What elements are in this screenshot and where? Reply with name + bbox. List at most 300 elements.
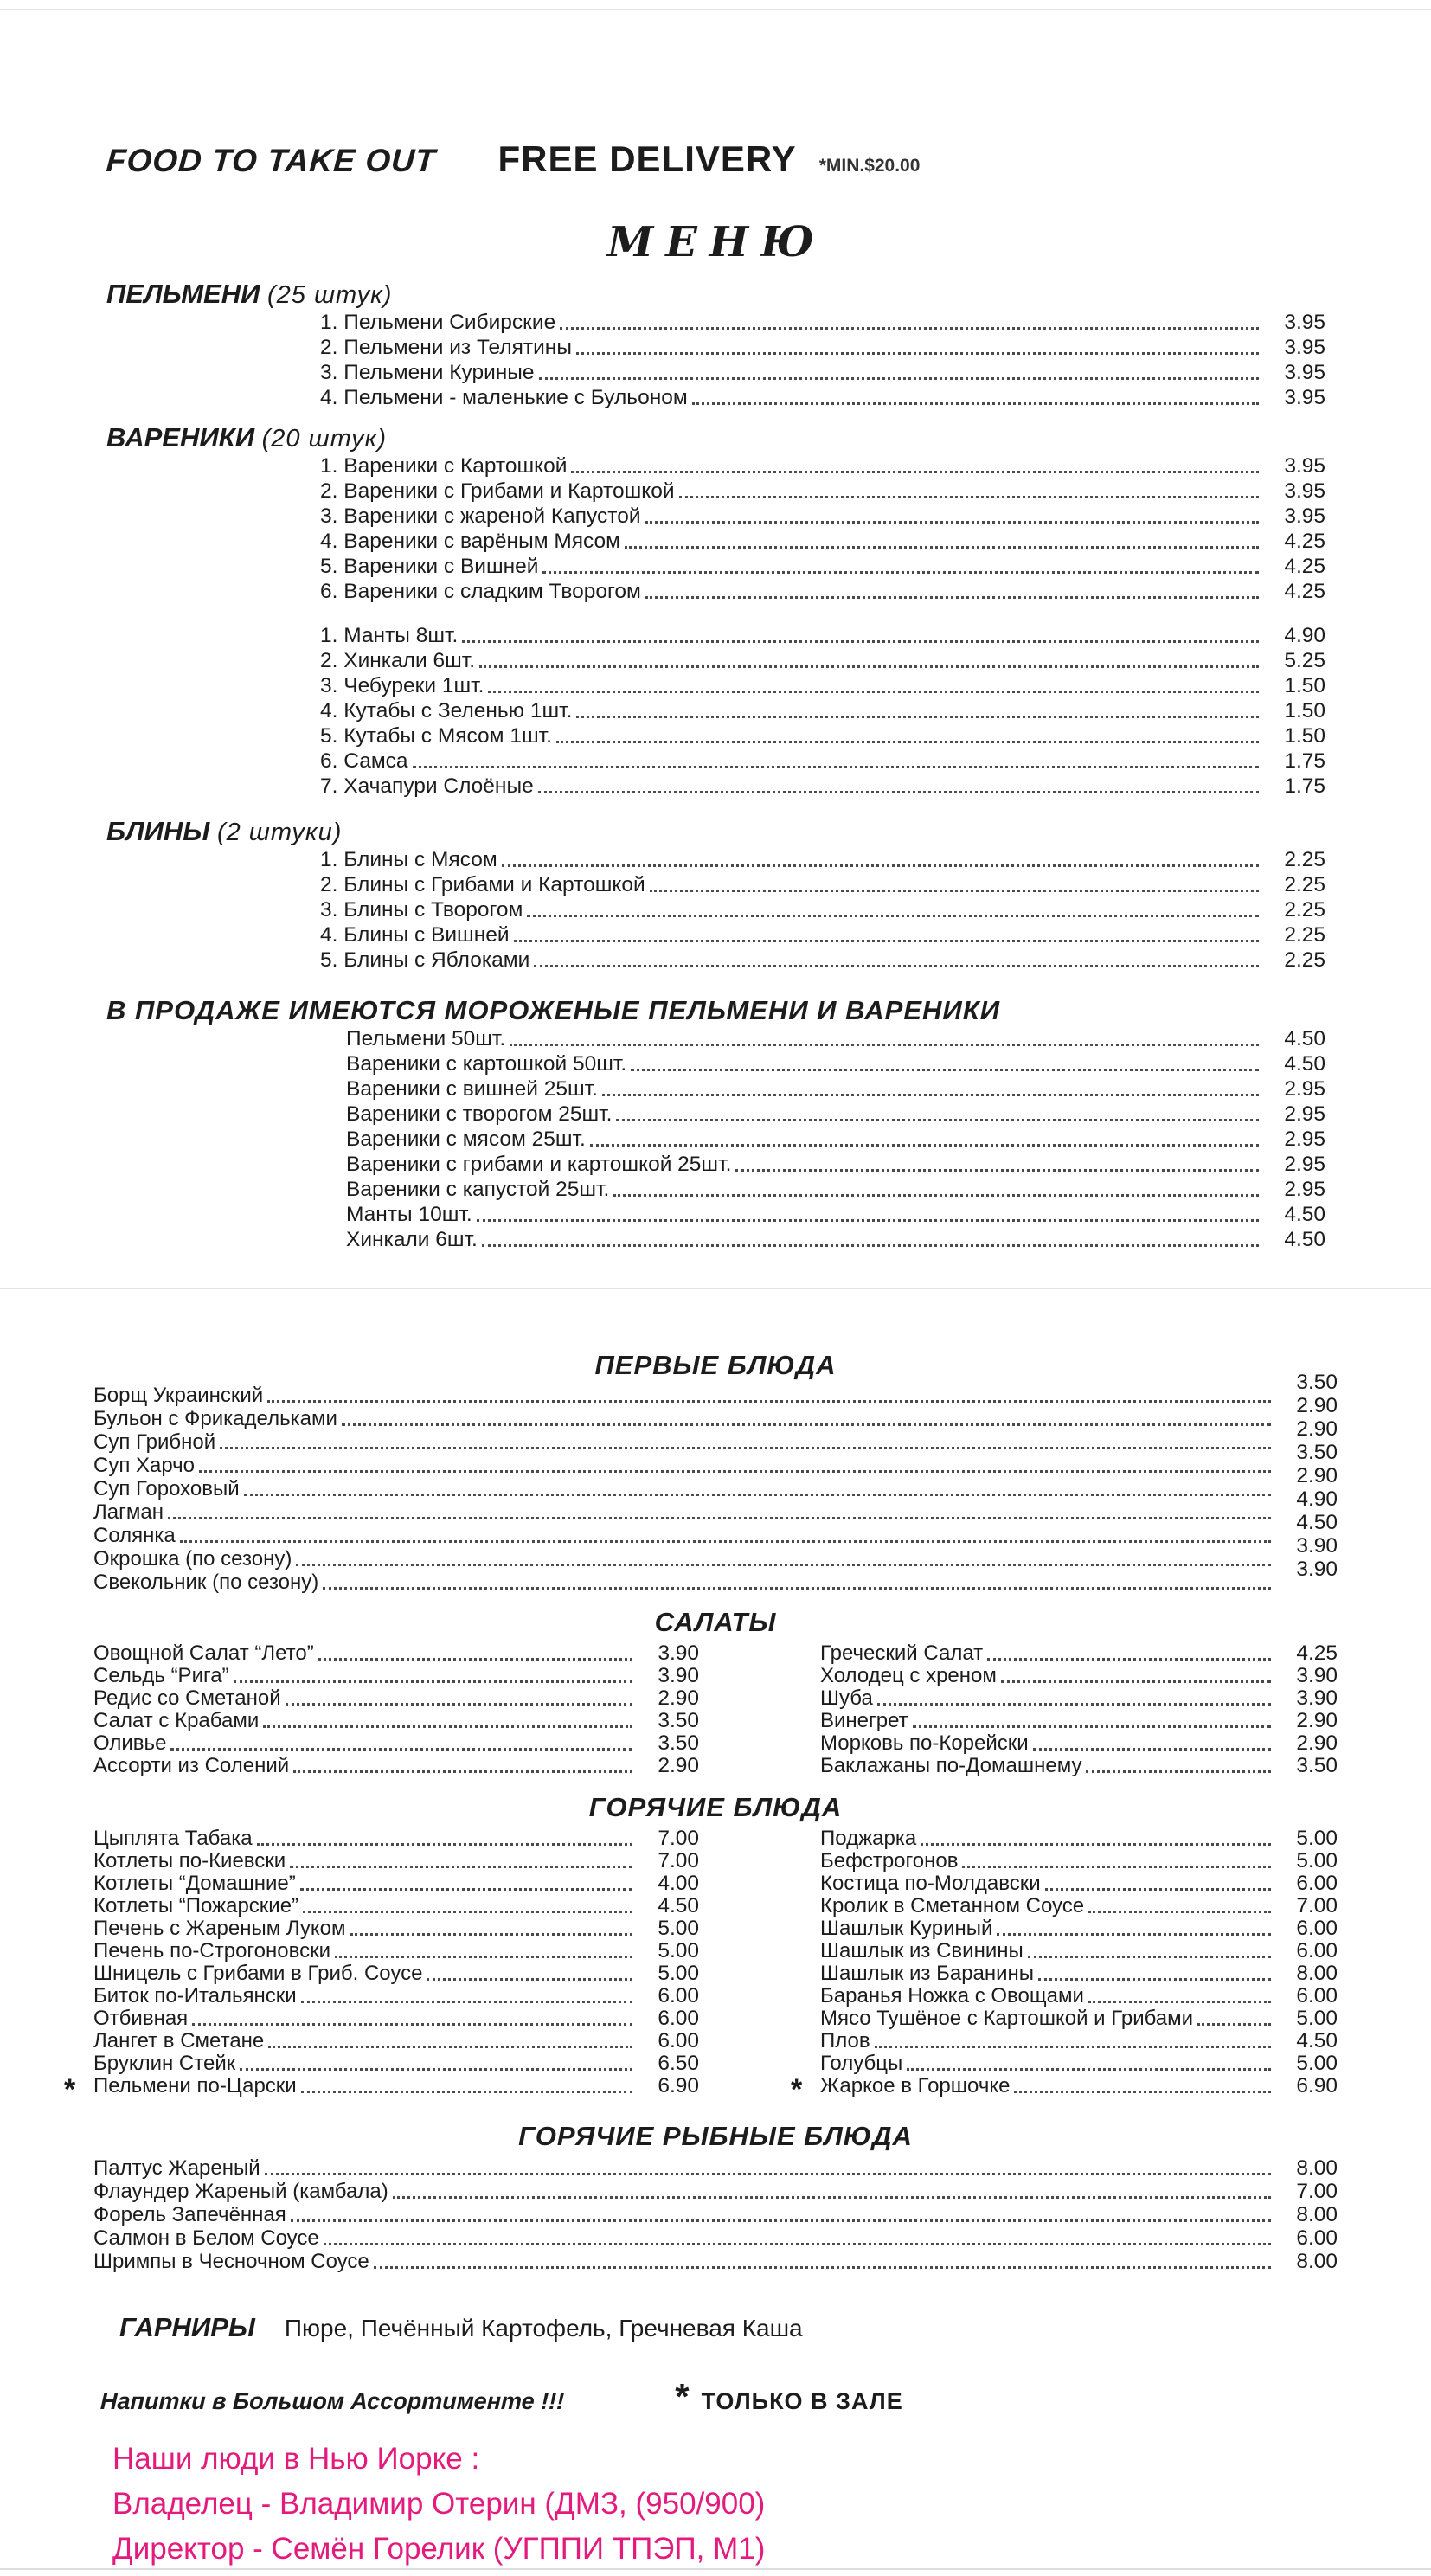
fish-items bbox=[93, 2157, 1338, 2274]
item-name: Овощной Салат “Лето” bbox=[93, 1641, 314, 1665]
item-name: Бруклин Стейк bbox=[93, 2052, 236, 2075]
dot-leader bbox=[296, 1564, 1271, 1566]
dot-leader bbox=[616, 1119, 1259, 1121]
menu-item-row bbox=[820, 2031, 1338, 2053]
menu-item-row bbox=[93, 1873, 699, 1896]
item-name: 2. Пельмени из Телятины bbox=[320, 336, 572, 359]
item-name: 1. Вареники с Картошкой bbox=[320, 454, 568, 478]
dot-leader bbox=[539, 377, 1259, 380]
header-row bbox=[106, 138, 1327, 180]
dot-leader bbox=[502, 864, 1259, 867]
menu-item-row bbox=[320, 748, 1325, 774]
item-price: 3.50 bbox=[1296, 1441, 1338, 1464]
item-price: 5.00 bbox=[658, 1917, 699, 1940]
menu-item-row bbox=[320, 723, 1325, 748]
item-name: Редис со Сметаной bbox=[93, 1686, 281, 1710]
item-name: Шашлык из Свинины bbox=[820, 1939, 1024, 1963]
menu-item-row bbox=[320, 872, 1325, 897]
dot-leader bbox=[735, 1169, 1259, 1172]
item-price: 6.00 bbox=[658, 1984, 699, 2007]
item-price: 2.90 bbox=[1296, 1731, 1338, 1755]
hall-only-note bbox=[675, 2376, 903, 2418]
dot-leader bbox=[1088, 2001, 1271, 2003]
garnish-text: Пюре, Печённый Картофель, Гречневая Каша bbox=[284, 2315, 803, 2342]
menu-item-row bbox=[93, 1666, 699, 1688]
menu-title: МЕНЮ bbox=[607, 218, 826, 267]
menu-item-row bbox=[820, 1918, 1338, 1941]
item-name: Манты 10шт. bbox=[346, 1203, 472, 1226]
hall-only-star: * bbox=[64, 2073, 76, 2106]
item-price: 4.25 bbox=[1296, 1641, 1338, 1665]
menu-item-row bbox=[346, 1227, 1325, 1252]
menu-item-row bbox=[320, 335, 1325, 360]
item-price: 6.00 bbox=[1296, 2226, 1338, 2250]
menu-item-row bbox=[320, 360, 1325, 385]
item-price: 4.90 bbox=[1296, 1487, 1338, 1511]
menu-item-row bbox=[346, 1127, 1325, 1152]
item-price: 4.50 bbox=[1284, 1228, 1325, 1251]
pink-line-2: Владелец - Владимир Отерин (ДМЗ, (950/900) bbox=[112, 2487, 766, 2521]
item-name: Отбивная bbox=[93, 2007, 189, 2030]
frozen-items bbox=[346, 1026, 1325, 1252]
item-price: 7.00 bbox=[1296, 1894, 1338, 1918]
pink-line-3: Директор - Семён Горелик (УГППИ ТПЭП, М1) bbox=[112, 2532, 766, 2566]
menu-item-row bbox=[820, 1711, 1338, 1733]
item-name: 1. Блины с Мясом bbox=[320, 848, 497, 871]
item-name: 3. Блины с Творогом bbox=[320, 898, 523, 922]
dot-leader bbox=[263, 1725, 632, 1728]
item-price: 3.95 bbox=[1284, 454, 1325, 478]
item-name: Шуба bbox=[820, 1686, 873, 1710]
section-frozen-header: В ПРОДАЖЕ ИМЕЮТСЯ МОРОЖЕНЫЕ ПЕЛЬМЕНИ И ВАРЕНИКИ bbox=[106, 995, 1001, 1025]
item-price: 5.00 bbox=[1296, 2052, 1338, 2075]
item-price: 8.00 bbox=[1296, 2156, 1338, 2180]
item-price: 1.75 bbox=[1284, 774, 1325, 798]
item-name: Баранья Ножка с Овощами bbox=[820, 1984, 1084, 2007]
item-price: 6.00 bbox=[1296, 1872, 1338, 1895]
menu-item-row bbox=[820, 1896, 1338, 1918]
menu-item-row bbox=[820, 2053, 1338, 2076]
menu-item-row bbox=[93, 1711, 699, 1733]
dot-leader bbox=[303, 1911, 632, 1913]
dot-leader bbox=[1038, 1978, 1271, 1981]
menu-item-row bbox=[346, 1051, 1325, 1076]
menu-item-row bbox=[346, 1026, 1325, 1051]
item-price: 6.90 bbox=[658, 2074, 699, 2097]
dot-leader bbox=[462, 640, 1259, 643]
item-price: 3.95 bbox=[1284, 479, 1325, 503]
dot-leader bbox=[477, 1219, 1259, 1222]
dot-leader bbox=[1028, 1956, 1271, 1958]
item-price: 5.00 bbox=[1296, 2007, 1338, 2030]
menu-item-row bbox=[64, 2073, 699, 2106]
menu-item-row bbox=[320, 310, 1325, 335]
item-price: 2.25 bbox=[1284, 873, 1325, 896]
menu-item-row bbox=[93, 2251, 1338, 2274]
menu-item-row bbox=[93, 1963, 699, 1986]
dot-leader bbox=[527, 915, 1259, 917]
salads-left-column bbox=[93, 1643, 699, 1778]
free-delivery-title: FREE DELIVERY bbox=[497, 138, 797, 179]
dot-leader bbox=[318, 1658, 632, 1661]
item-name: 3. Пельмени Куриные bbox=[320, 361, 535, 384]
item-name: Костица по-Молдавски bbox=[820, 1872, 1041, 1895]
menu-item-row bbox=[820, 1851, 1338, 1873]
item-name: Шримпы в Чесночном Соусе bbox=[93, 2250, 369, 2273]
section-vareniki-subtitle: (20 штук) bbox=[261, 425, 388, 453]
item-price: 6.00 bbox=[1296, 1917, 1338, 1940]
item-price: 5.25 bbox=[1284, 649, 1325, 672]
menu-item-row bbox=[820, 1963, 1338, 1986]
item-name: 3. Чебуреки 1шт. bbox=[320, 674, 484, 697]
item-name: Вареники с грибами и картошкой 25шт. bbox=[346, 1153, 732, 1176]
item-price: 5.00 bbox=[1296, 1849, 1338, 1873]
item-name: Мясо Тушёное с Картошкой и Грибами bbox=[820, 2007, 1194, 2030]
item-price: 4.50 bbox=[658, 1894, 699, 1918]
menu-item-row bbox=[346, 1102, 1325, 1127]
item-name: Флаундер Жареный (камбала) bbox=[93, 2180, 388, 2203]
dot-leader bbox=[997, 1933, 1271, 1936]
dot-leader bbox=[1086, 1770, 1271, 1773]
menu-item-row bbox=[93, 1688, 699, 1711]
dot-leader bbox=[571, 471, 1259, 473]
item-price: 2.90 bbox=[658, 1754, 699, 1777]
hot-dishes-left-column bbox=[64, 1827, 699, 2106]
item-name: Форель Запечённая bbox=[93, 2203, 286, 2226]
item-price: 2.90 bbox=[1296, 1394, 1338, 1417]
dot-leader bbox=[602, 1094, 1259, 1096]
item-price: 2.25 bbox=[1284, 848, 1325, 871]
dot-leader bbox=[413, 766, 1259, 768]
item-price: 3.90 bbox=[658, 1641, 699, 1665]
dot-leader bbox=[538, 791, 1259, 793]
menu-item-row bbox=[346, 1076, 1325, 1102]
menu-item-row bbox=[320, 504, 1325, 529]
menu-item-row bbox=[320, 385, 1325, 410]
item-price: 2.90 bbox=[1296, 1417, 1338, 1441]
menu-item-row bbox=[320, 623, 1325, 648]
dot-leader bbox=[875, 2046, 1271, 2048]
menu-item-row bbox=[820, 1666, 1338, 1688]
menu-item-row bbox=[320, 847, 1325, 872]
item-name: 5. Кутабы с Мясом 1шт. bbox=[320, 724, 552, 748]
item-price: 1.75 bbox=[1284, 749, 1325, 773]
menu-item-row bbox=[320, 579, 1325, 604]
dot-leader bbox=[220, 1447, 1271, 1449]
menu-item-row bbox=[320, 648, 1325, 673]
dot-leader bbox=[987, 1658, 1271, 1661]
section-pelmeni-header bbox=[106, 279, 1327, 310]
item-price: 1.50 bbox=[1284, 724, 1325, 748]
menu-item-row bbox=[93, 2031, 699, 2053]
menu-item-row bbox=[93, 2204, 1338, 2227]
item-name: Шницель с Грибами в Гриб. Соусе bbox=[93, 1962, 423, 1985]
dot-leader bbox=[265, 2173, 1271, 2175]
item-name: 2. Блины с Грибами и Картошкой bbox=[320, 873, 645, 896]
manty-items bbox=[320, 623, 1325, 799]
item-price: 3.90 bbox=[1296, 1664, 1338, 1687]
item-name: Морковь по-Корейски bbox=[820, 1731, 1029, 1755]
dot-leader bbox=[393, 2196, 1271, 2199]
item-price: 3.50 bbox=[1296, 1754, 1338, 1777]
item-name: Шашлык из Баранины bbox=[820, 1962, 1035, 1985]
section-vareniki-header bbox=[106, 422, 1327, 453]
item-name: Сельдь “Рига” bbox=[93, 1664, 229, 1687]
item-price: 8.00 bbox=[1296, 2203, 1338, 2226]
section-bliny-title: БЛИНЫ bbox=[106, 816, 210, 846]
dot-leader bbox=[645, 521, 1259, 524]
dot-leader bbox=[560, 327, 1259, 330]
item-price: 3.95 bbox=[1284, 504, 1325, 528]
dot-leader bbox=[301, 2091, 632, 2093]
menu-item-row bbox=[93, 1828, 699, 1851]
item-price: 3.50 bbox=[658, 1709, 699, 1732]
dot-leader bbox=[1045, 1888, 1271, 1891]
item-price: 7.00 bbox=[1296, 2180, 1338, 2203]
item-price: 4.25 bbox=[1284, 530, 1325, 553]
dot-leader bbox=[921, 1843, 1271, 1846]
dot-leader bbox=[625, 546, 1259, 549]
minimum-order-note: *MIN.$20.00 bbox=[818, 156, 921, 176]
dot-leader bbox=[962, 1866, 1271, 1868]
menu-item-row bbox=[346, 1152, 1325, 1177]
salads-right-column bbox=[820, 1643, 1338, 1778]
item-name: 2. Вареники с Грибами и Картошкой bbox=[320, 479, 675, 503]
section-pelmeni-title: ПЕЛЬМЕНИ bbox=[106, 279, 260, 309]
item-name: 4. Вареники с варёным Мясом bbox=[320, 530, 621, 553]
section-bliny-header bbox=[106, 816, 1327, 847]
menu-item-row bbox=[820, 2008, 1338, 2031]
item-price: 3.90 bbox=[658, 1664, 699, 1687]
salads-columns bbox=[93, 1643, 1338, 1778]
dot-leader bbox=[510, 1044, 1259, 1046]
pelmeni-items bbox=[320, 310, 1325, 410]
item-name: Лангет в Сметане bbox=[93, 2029, 265, 2052]
menu-item-row bbox=[320, 897, 1325, 922]
menu-item-row bbox=[93, 1941, 699, 1963]
item-name: Печень с Жареным Луком bbox=[93, 1917, 346, 1940]
item-price: 4.25 bbox=[1284, 555, 1325, 578]
hot-dishes-right-column bbox=[791, 1827, 1338, 2106]
item-name: Печень по-Строгоновски bbox=[93, 1939, 330, 1963]
section-fish-header: ГОРЯЧИЕ РЫБНЫЕ БЛЮДА bbox=[518, 2121, 913, 2151]
item-name: Вареники с мясом 25шт. bbox=[346, 1127, 586, 1151]
page-bottom-edge bbox=[0, 2568, 1431, 2570]
item-name: 4. Кутабы с Зеленью 1шт. bbox=[320, 699, 573, 723]
item-price: 2.25 bbox=[1284, 898, 1325, 922]
item-name: 4. Пельмени - маленькие с Бульоном bbox=[320, 386, 688, 409]
dot-leader bbox=[240, 2068, 632, 2071]
item-price: 2.95 bbox=[1284, 1102, 1325, 1126]
item-price: 6.00 bbox=[1296, 1984, 1338, 2007]
dot-leader bbox=[268, 2046, 632, 2048]
item-name: Салат с Крабами bbox=[93, 1709, 260, 1732]
item-name: 1. Пельмени Сибирские bbox=[320, 311, 556, 334]
item-price: 3.95 bbox=[1284, 336, 1325, 359]
item-price: 4.00 bbox=[658, 1872, 699, 1895]
item-price: 6.90 bbox=[1296, 2074, 1338, 2097]
asterisk-icon: * bbox=[675, 2376, 690, 2417]
item-price: 5.00 bbox=[658, 1939, 699, 1963]
dot-leader bbox=[374, 2266, 1271, 2269]
item-name: Поджарка bbox=[820, 1827, 917, 1850]
item-name: Вареники с картошкой 50шт. bbox=[346, 1052, 627, 1076]
item-name: Биток по-Итальянски bbox=[93, 1984, 297, 2007]
dot-leader bbox=[542, 571, 1259, 574]
dot-leader bbox=[180, 1540, 1271, 1543]
item-name: Вареники с творогом 25шт. bbox=[346, 1102, 613, 1126]
item-price: 7.00 bbox=[658, 1827, 699, 1850]
menu-item-row bbox=[93, 2227, 1338, 2251]
drinks-note: Напитки в Большом Ассортименте !!! bbox=[99, 2388, 565, 2414]
item-name: Бефстрогонов bbox=[820, 1849, 959, 1873]
menu-item-row bbox=[346, 1202, 1325, 1227]
item-price: 3.90 bbox=[1296, 1558, 1338, 1581]
item-price: 6.00 bbox=[658, 2029, 699, 2052]
dot-leader bbox=[613, 1194, 1259, 1197]
item-name: 2. Хинкали 6шт. bbox=[320, 649, 476, 672]
pink-annotation bbox=[112, 2437, 1338, 2572]
dot-leader bbox=[514, 940, 1259, 942]
item-price: 6.00 bbox=[658, 2007, 699, 2030]
footer-row bbox=[100, 2376, 1338, 2418]
takeout-title: FOOD TO TAKE OUT bbox=[105, 143, 437, 178]
menu-item-row bbox=[93, 1643, 699, 1666]
item-name: Шашлык Куриный bbox=[820, 1917, 993, 1940]
item-name: Холодец с хреном bbox=[820, 1664, 997, 1687]
item-name: Борщ Украинский bbox=[93, 1384, 264, 1407]
dot-leader bbox=[1088, 1911, 1271, 1913]
dot-leader bbox=[913, 1725, 1271, 1728]
item-name: 4. Блины с Вишней bbox=[320, 923, 510, 947]
item-price: 1.50 bbox=[1284, 699, 1325, 723]
item-name: 5. Вареники с Вишней bbox=[320, 555, 539, 578]
dot-leader bbox=[323, 1587, 1271, 1590]
hall-only-text: ТОЛЬКО В ЗАЛЕ bbox=[701, 2388, 903, 2414]
item-name: 6. Вареники с сладким Творогом bbox=[320, 580, 641, 603]
menu-item-row bbox=[93, 1986, 699, 2008]
item-name: Плов bbox=[820, 2029, 870, 2052]
menu-item-row bbox=[320, 554, 1325, 579]
dot-leader bbox=[1197, 2023, 1271, 2026]
dot-leader bbox=[1033, 1748, 1271, 1751]
dot-leader bbox=[324, 2243, 1271, 2245]
item-price: 4.50 bbox=[1296, 2029, 1338, 2052]
item-price: 3.90 bbox=[1296, 1534, 1338, 1558]
dot-leader bbox=[257, 1843, 632, 1846]
menu-item-row bbox=[93, 1851, 699, 1873]
dot-leader bbox=[244, 1494, 1271, 1496]
dot-leader bbox=[301, 2001, 632, 2003]
menu-item-row bbox=[320, 922, 1325, 948]
dot-leader bbox=[692, 402, 1259, 405]
dot-leader bbox=[488, 691, 1259, 693]
dot-leader bbox=[286, 1703, 632, 1706]
dot-leader bbox=[199, 1470, 1271, 1473]
item-price: 4.50 bbox=[1284, 1027, 1325, 1050]
item-name: Голубцы bbox=[820, 2052, 903, 2075]
item-price: 8.00 bbox=[1296, 1962, 1338, 1985]
dot-leader bbox=[350, 1933, 632, 1936]
item-name: Хинкали 6шт. bbox=[346, 1228, 478, 1251]
item-name: Пельмени 50шт. bbox=[346, 1027, 506, 1050]
menu-page-2 bbox=[0, 1350, 1431, 2572]
garnish-label: ГАРНИРЫ bbox=[119, 2312, 255, 2342]
item-name: 7. Хачапури Слоёные bbox=[320, 774, 534, 798]
menu-page-1 bbox=[0, 0, 1431, 1252]
page-separator bbox=[0, 1288, 1431, 1289]
menu-item-row bbox=[320, 673, 1325, 698]
item-price: 1.50 bbox=[1284, 674, 1325, 697]
item-name: Цыплята Табака bbox=[93, 1827, 253, 1850]
vareniki-items bbox=[320, 453, 1325, 604]
item-price: 8.00 bbox=[1296, 2250, 1338, 2273]
item-name: Кролик в Сметанном Соусе bbox=[820, 1894, 1085, 1918]
menu-item-row bbox=[820, 1873, 1338, 1896]
item-name: Жаркое в Горшочке bbox=[820, 2074, 1011, 2097]
item-price: 2.25 bbox=[1284, 948, 1325, 972]
item-name: Лагман bbox=[93, 1500, 164, 1524]
section-hot-dishes-header: ГОРЯЧИЕ БЛЮДА bbox=[588, 1792, 843, 1822]
pink-line-1: Наши люди в Нью Иорке : bbox=[112, 2442, 480, 2476]
menu-item-row bbox=[93, 2157, 1338, 2181]
item-price: 3.90 bbox=[1296, 1686, 1338, 1710]
menu-item-row bbox=[820, 1688, 1338, 1711]
garnish-row bbox=[119, 2312, 1338, 2343]
dot-leader bbox=[342, 1423, 1271, 1426]
section-bliny-subtitle: (2 штуки) bbox=[216, 819, 343, 846]
menu-item-row bbox=[93, 2181, 1338, 2204]
menu-item-row bbox=[93, 1733, 699, 1756]
item-name: Бульон с Фрикадельками bbox=[93, 1407, 337, 1430]
item-name: Свекольник (по сезону) bbox=[93, 1571, 319, 1594]
item-name: Вареники с капустой 25шт. bbox=[346, 1178, 610, 1201]
item-price: 3.95 bbox=[1284, 361, 1325, 384]
item-price: 3.50 bbox=[658, 1731, 699, 1755]
menu-item-row bbox=[320, 948, 1325, 973]
menu-item-row bbox=[820, 1986, 1338, 2008]
item-name: 6. Самса bbox=[320, 749, 408, 773]
dot-leader bbox=[576, 716, 1259, 718]
dot-leader bbox=[590, 1144, 1259, 1147]
menu-item-row bbox=[320, 774, 1325, 799]
item-name: Котлеты “Домашние” bbox=[93, 1872, 296, 1895]
menu-item-row bbox=[346, 1177, 1325, 1202]
section-salads-header: САЛАТЫ bbox=[654, 1607, 777, 1637]
dot-leader bbox=[877, 1703, 1271, 1706]
menu-item-row bbox=[93, 2053, 699, 2076]
item-name: Пельмени по-Царски bbox=[93, 2074, 297, 2097]
item-price: 2.90 bbox=[658, 1686, 699, 1710]
menu-item-row bbox=[820, 1941, 1338, 1963]
menu-item-row bbox=[820, 1733, 1338, 1756]
dot-leader bbox=[631, 1069, 1259, 1071]
item-name: Оливье bbox=[93, 1731, 167, 1755]
item-price: 2.25 bbox=[1284, 923, 1325, 947]
item-name: 3. Вареники с жареной Капустой bbox=[320, 504, 641, 528]
dot-leader bbox=[679, 496, 1259, 498]
item-price: 2.95 bbox=[1284, 1153, 1325, 1176]
dot-leader bbox=[1014, 2091, 1271, 2093]
menu-item-row bbox=[93, 1896, 699, 1918]
dot-leader bbox=[645, 596, 1259, 599]
item-name: Солянка bbox=[93, 1524, 176, 1547]
item-price: 4.25 bbox=[1284, 580, 1325, 603]
item-price: 2.95 bbox=[1284, 1127, 1325, 1151]
item-name: Салмон в Белом Соусе bbox=[93, 2226, 319, 2250]
dot-leader bbox=[479, 665, 1259, 668]
item-name: Суп Гороховый bbox=[93, 1477, 240, 1500]
